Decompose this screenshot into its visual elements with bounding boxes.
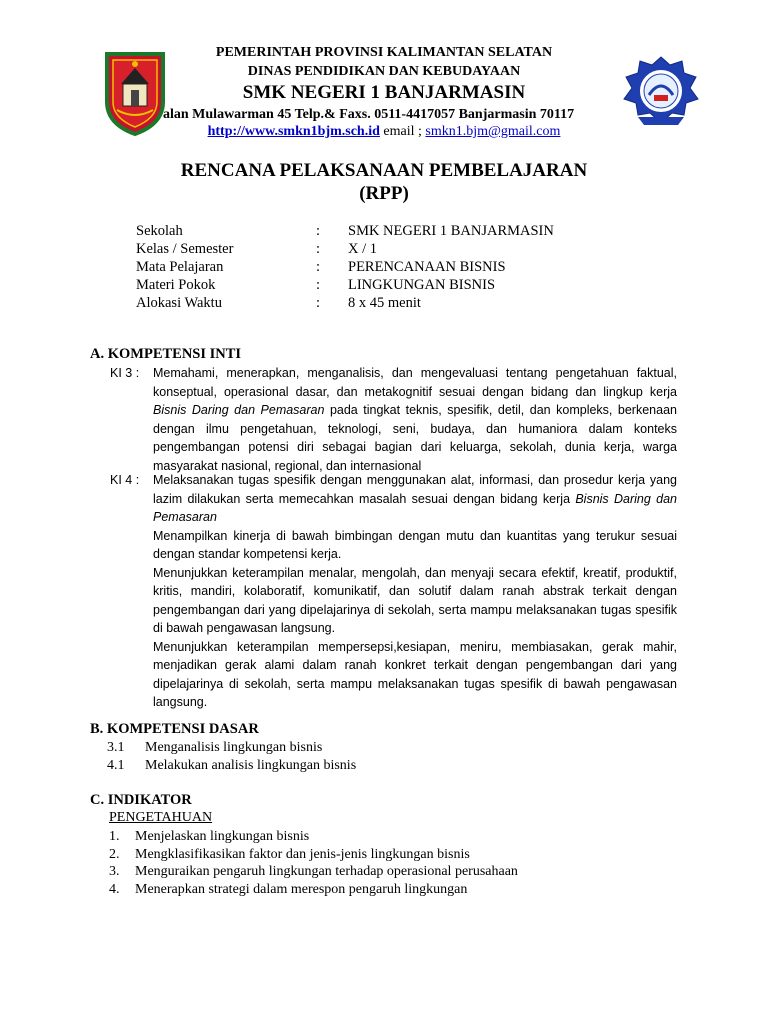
list-item: 1. Menjelaskan lingkungan bisnis — [109, 829, 310, 844]
indikator-list — [109, 828, 518, 899]
info-row-sekolah: Sekolah : SMK NEGERI 1 BANJARMASIN — [136, 223, 554, 239]
section-a-heading: A. KOMPETENSI INTI — [90, 346, 242, 362]
info-table — [136, 222, 554, 312]
ki3-text: Memahami, menerapkan, menganalisis, dan mengevaluasi tentang pengetahuan faktual, konseptual, operasional dasar, dan metakognitif sesuai dengan bidang dan lingkup kerja Bisnis Daring dan Pemasaran pada tingkat teknis, spesifik, detil, dan kompleks, berkenaan dengan ilmu pengetahuan, teknologi, seni, budaya, dan humaniora dalam konteks pengembangan potensi diri sebagai bagian dari keluarga, sekolah, dunia kerja, warga masyarakat nasional, regional, dan internasional — [153, 366, 677, 473]
document-subtitle: (RPP) — [359, 183, 409, 204]
header-department-line: DINAS PENDIDIKAN DAN KEBUDAYAAN — [247, 64, 521, 79]
header-contact-line — [0, 124, 768, 140]
ki4-text: Melaksanakan tugas spesifik dengan menggunakan alat, informasi, dan prosedur kerja yang lazim dilakukan serta memecahkan masalah sesuai dengan bidang kerja Bisnis Daring dan Pemasaran Menampilkan kinerja di bawah bimbingan dengan mutu dan kuantitas yang terukur sesuai dengan standar kompetensi kerja. Menunjukkan keterampilan menalar, mengolah, dan menyaji secara efektif, kreatif, produktif, kritis, mandiri, kolaboratif, komunikatif, dan solutif dalam ranah abstrak terkait dengan pengembangan dari yang dipelajarinya di sekolah, serta mampu melaksanakan tugas spesifik di bawah pengawasan langsung. Menunjukkan keterampilan mempersepsi,kesiapan, meniru, membiasakan, gerak mahir, menjadikan gerak alami dalam ranah konkret terkait dengan pengembangan dari yang dipelajarinya di sekolah, serta mampu melaksanakan tugas spesifik di bawah pengawasan langsung. — [153, 473, 677, 709]
ki3-label: KI 3 : — [110, 366, 140, 380]
header-government-line: PEMERINTAH PROVINSI KALIMANTAN SELATAN — [215, 45, 553, 60]
section-c-heading: C. INDIKATOR — [90, 792, 192, 808]
info-row-materi: Materi Pokok : LINGKUNGAN BISNIS — [136, 277, 496, 293]
ki4-label: KI 4 : — [110, 473, 140, 487]
list-item: 4.1 Melakukan analisis lingkungan bisnis — [107, 758, 357, 773]
info-row-kelas: Kelas / Semester : X / 1 — [136, 241, 377, 257]
document-title: RENCANA PELAKSANAAN PEMBELAJARAN — [180, 160, 588, 181]
header-school-name: SMK NEGERI 1 BANJARMASIN — [242, 82, 526, 103]
info-row-waktu: Alokasi Waktu : 8 x 45 menit — [136, 295, 421, 311]
pengetahuan-subheading: PENGETAHUAN — [109, 810, 213, 825]
info-row-mapel: Mata Pelajaran : PERENCANAAN BISNIS — [136, 259, 506, 275]
website-link[interactable]: http://www.smkn1bjm.sch.id — [207, 124, 380, 139]
email-label: email ; — [379, 124, 426, 139]
kompetensi-dasar-list — [107, 739, 356, 775]
section-b-heading: B. KOMPETENSI DASAR — [90, 721, 259, 737]
list-item: 4. Menerapkan strategi dalam merespon pengaruh lingkungan — [109, 882, 468, 898]
list-item: 3.1 Menganalisis lingkungan bisnis — [107, 740, 323, 755]
list-item: 3. Menguraikan pengaruh lingkungan terhadap operasional perusahaan — [109, 864, 518, 880]
header-address: alan Mulawarman 45 Telp.& Faxs. 0511-4417057 Banjarmasin 70117 — [163, 107, 575, 122]
email-link[interactable]: smkn1.bjm@gmail.com — [425, 124, 561, 139]
list-item: 2. Mengklasifikasikan faktor dan jenis-jenis lingkungan bisnis — [109, 846, 470, 862]
